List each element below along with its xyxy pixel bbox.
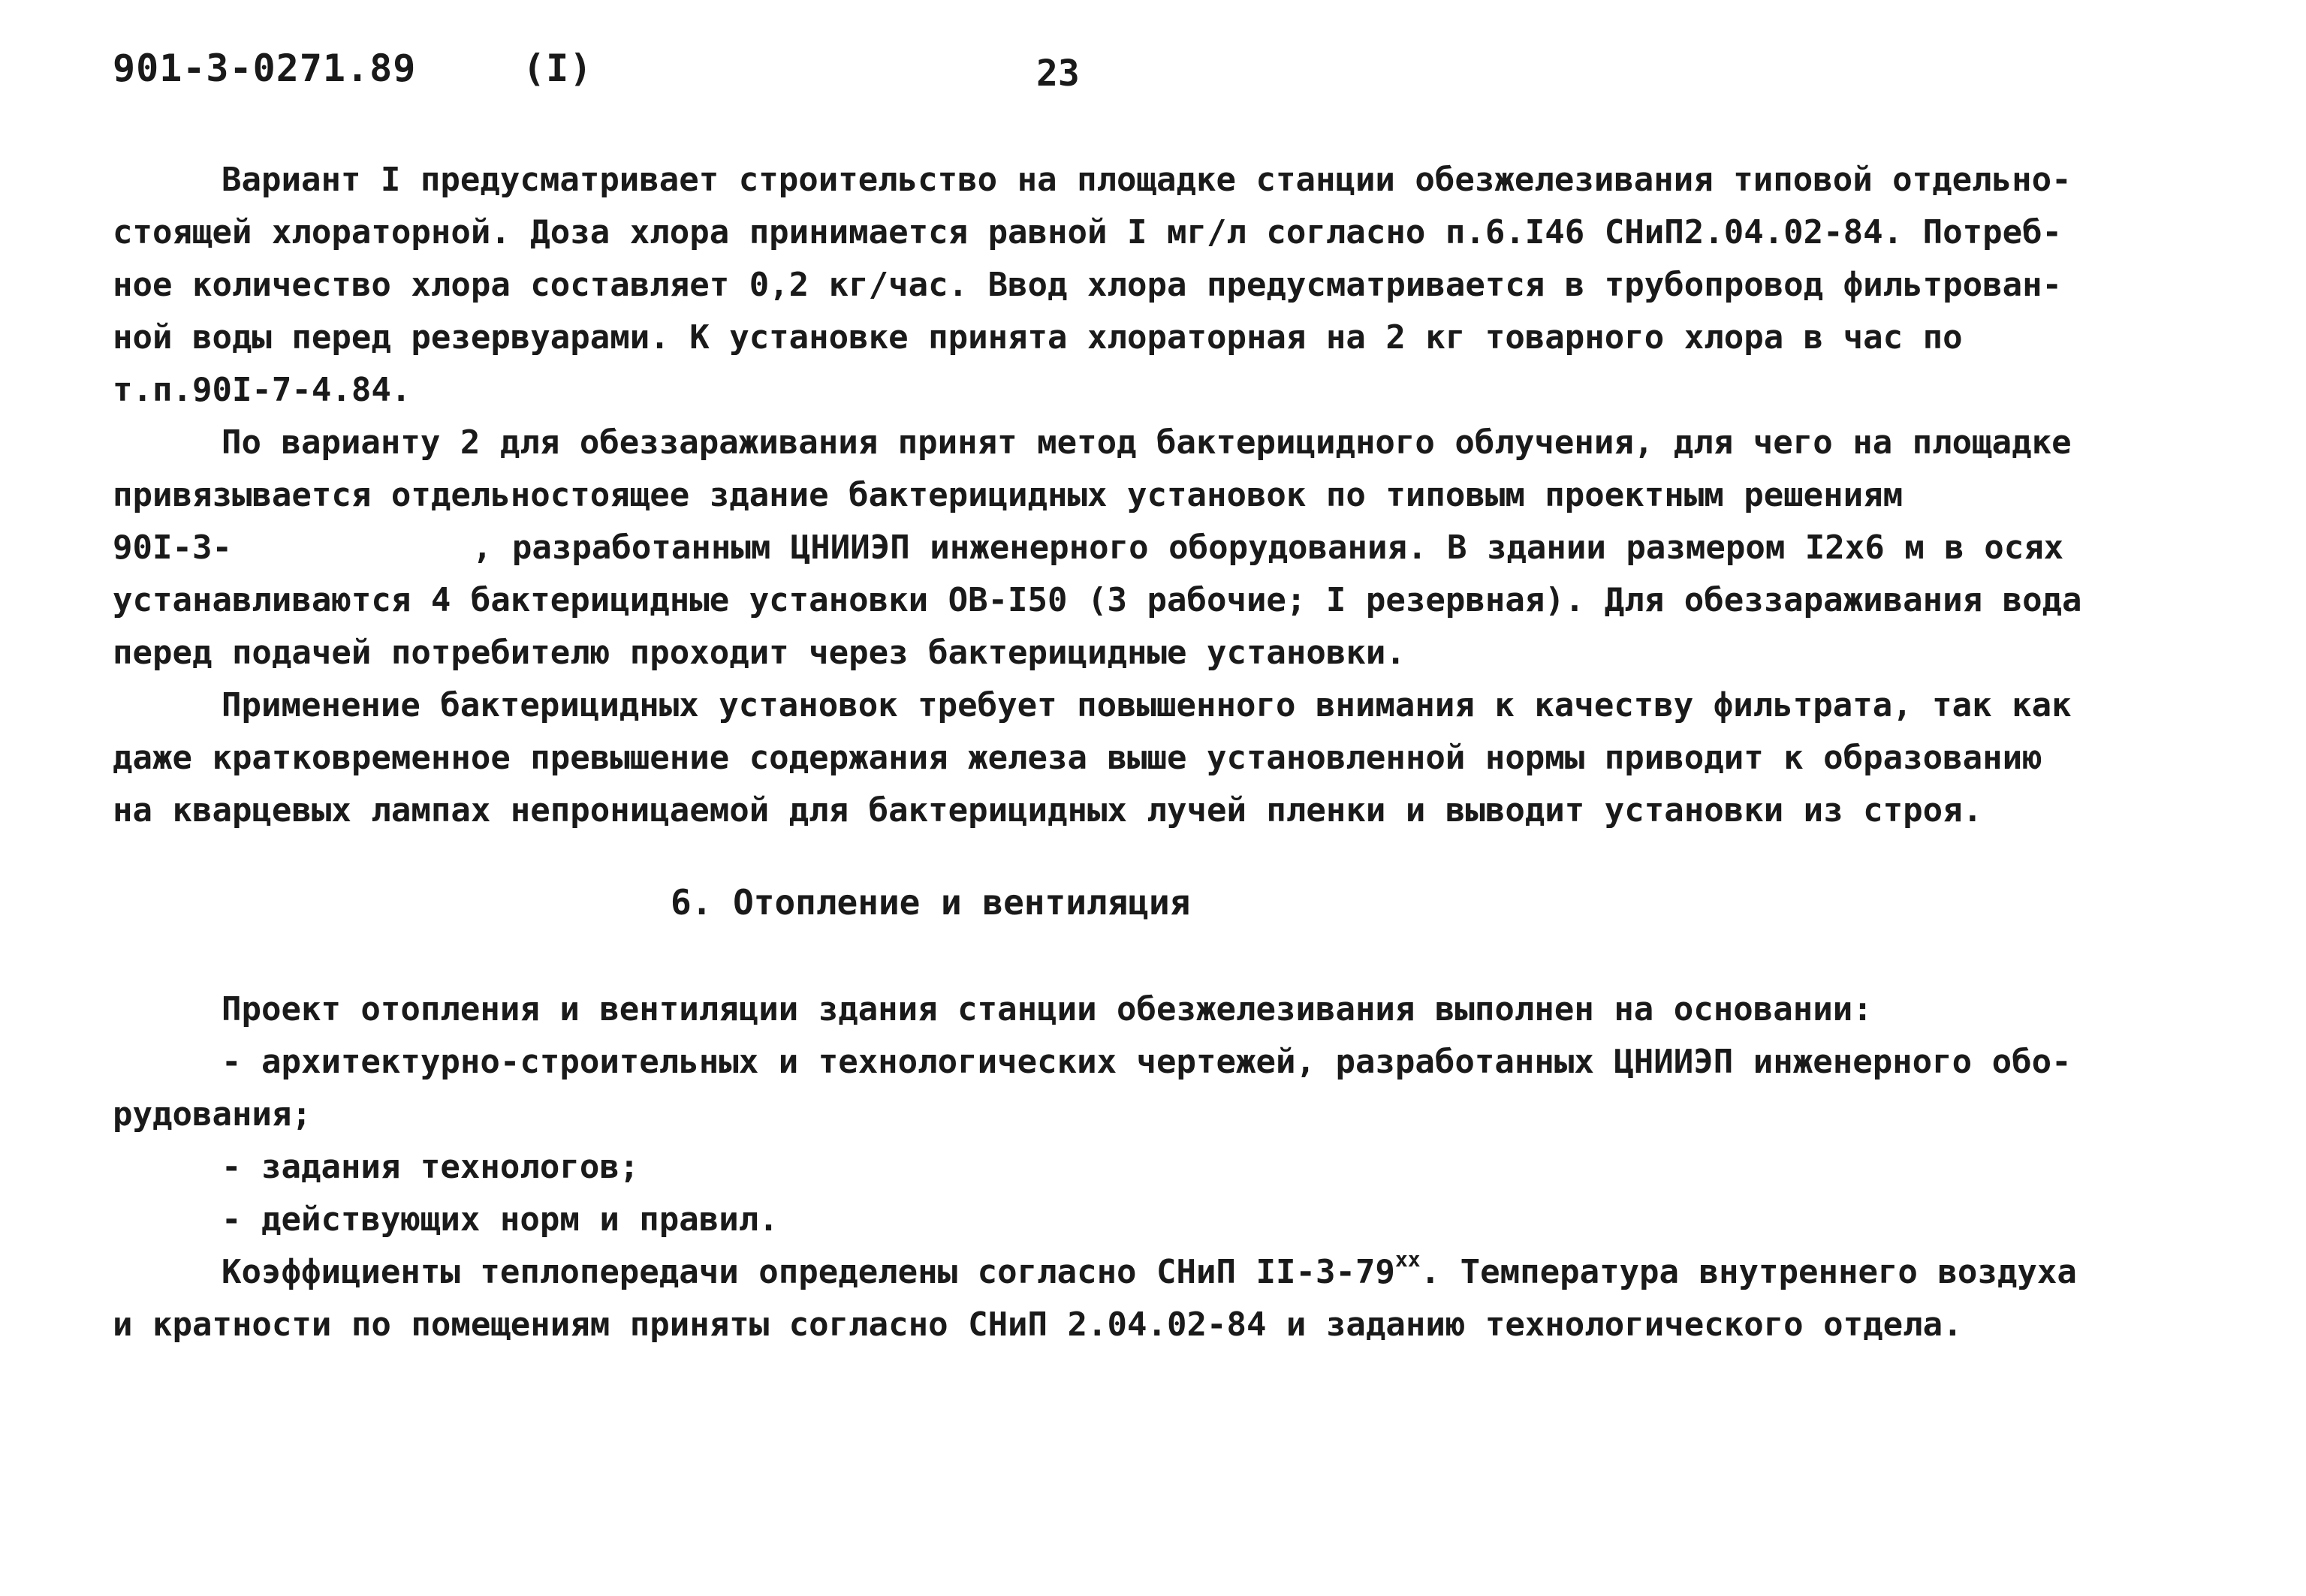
text-line: на кварцевых лампах непроницаемой для бактерицидных лучей пленки и выводит установки из строя.	[113, 791, 1983, 830]
text-line: рудования;	[113, 1095, 312, 1134]
text-line: Проект отопления и вентиляции здания станции обезжелезивания выполнен на основании:	[222, 990, 1873, 1028]
text-line: ное количество хлора составляет 0,2 кг/час. Ввод хлора предусматривается в трубопровод фильтрован-	[113, 266, 2063, 304]
text-line: перед подачей потребителю проходит через бактерицидные установки.	[113, 634, 1406, 672]
text-fragment: . Температура внутреннего воздуха	[1420, 1253, 2077, 1291]
page-number: 23	[1036, 53, 1080, 95]
text-line: Вариант I предусматривает строительство на площадке станции обезжелезивания типовой отдельно-	[222, 161, 2072, 199]
section-title: 6. Отопление и вентиляция	[671, 882, 1191, 923]
document-code: 901-3-0271.89	[113, 47, 417, 90]
text-fragment: , разработанным ЦНИИЭП инженерного оборудования. В здании размером I2х6 м в осях	[472, 528, 2064, 567]
text-line: т.п.90I-7-4.84.	[113, 371, 411, 409]
superscript: хх	[1394, 1247, 1421, 1272]
text-block-bottom	[113, 983, 2215, 1351]
text-fragment: Коэффициенты теплопередачи определены согласно СНиП II-3-79	[222, 1253, 1395, 1291]
text-line: ной воды перед резервуарами. К установке принята хлораторная на 2 кг товарного хлора в час по	[113, 318, 1963, 357]
text-line: и кратности по помещениям приняты согласно СНиП 2.04.02-84 и заданию технологического отдела.	[113, 1305, 1963, 1344]
list-item: - действующих норм и правил.	[222, 1200, 779, 1239]
list-item: - задания технологов;	[222, 1148, 640, 1186]
text-line: устанавливаются 4 бактерицидные установки ОВ-I50 (3 рабочие; I резервная). Для обеззараживания вода	[113, 581, 2082, 619]
text-line: Применение бактерицидных установок требует повышенного внимания к качеству фильтрата, так как	[222, 686, 2072, 724]
text-line: привязывается отдельностоящее здание бактерицидных установок по типовым проектным решениям	[113, 476, 1904, 514]
text-line	[113, 1246, 2215, 1299]
text-block-top	[113, 154, 2215, 837]
issue-number: (I)	[523, 47, 593, 90]
text-line: По варианту 2 для обеззараживания принят метод бактерицидного облучения, для чего на площадке	[222, 423, 2072, 462]
text-line	[113, 522, 2215, 574]
text-line: даже кратковременное превышение содержания железа выше установленной нормы приводит к образованию	[113, 739, 2042, 777]
project-code-prefix: 90I-3-	[113, 528, 232, 567]
list-item: - архитектурно-строительных и технологических чертежей, разработанных ЦНИИЭП инженерного обо-	[222, 1043, 2072, 1081]
text-line: стоящей хлораторной. Доза хлора принимается равной I мг/л согласно п.6.I46 СНиП2.04.02-84. Потреб-	[113, 213, 2063, 251]
